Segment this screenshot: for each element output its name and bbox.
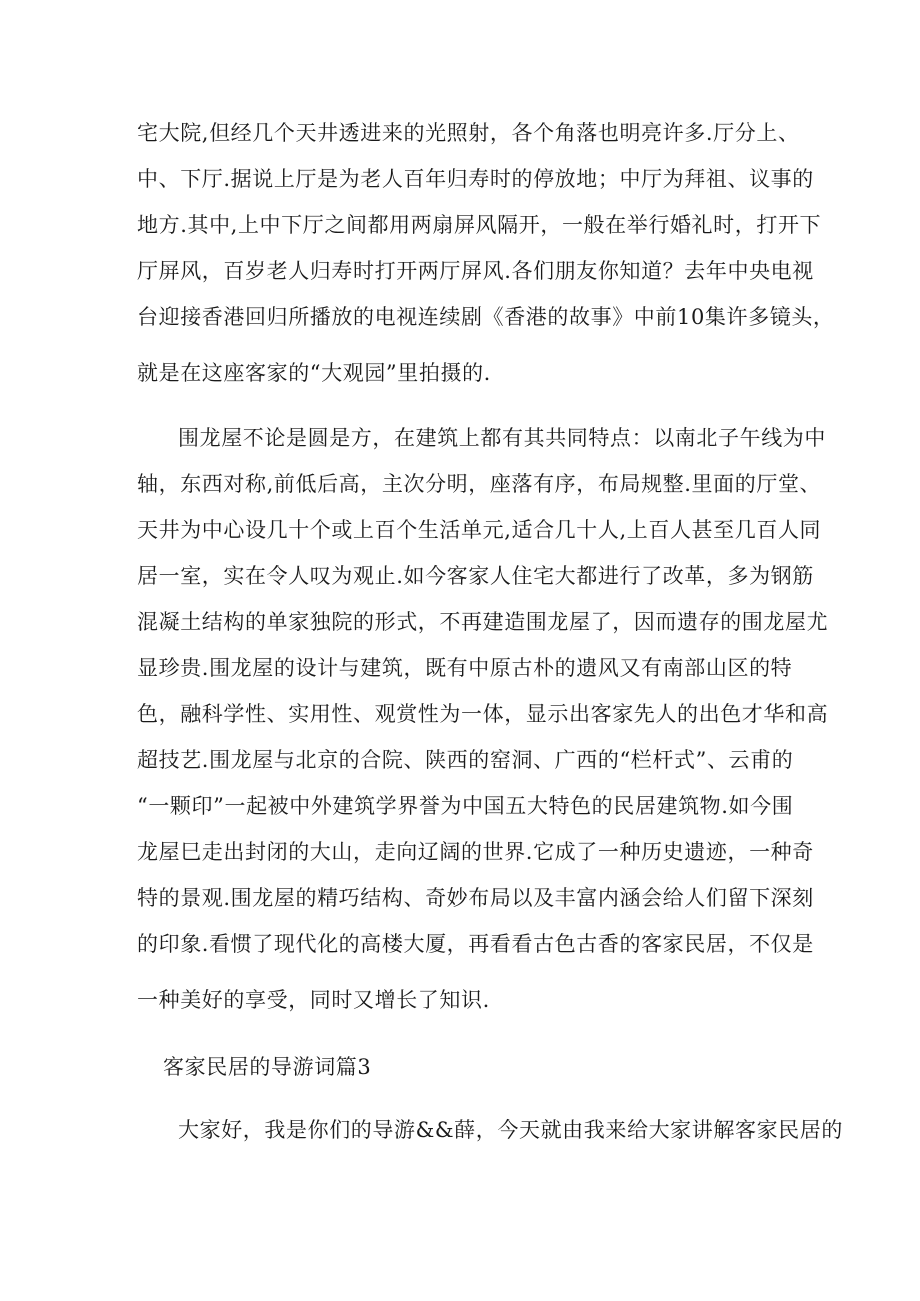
text-line: 宅大院,但经几个天井透进来的光照射，各个角落也明亮许多.厅分上、 <box>137 121 800 145</box>
text-line: 厅屏风，百岁老人归寿时打开两厅屏风.各们朋友你知道？去年中央电视 <box>137 259 814 283</box>
text-line: 一种美好的享受，同时又增长了知识. <box>137 988 490 1012</box>
text-line: 混凝土结构的单家独院的形式，不再建造围龙屋了，因而遗存的围龙屋尤 <box>137 610 829 634</box>
text-line: 色，融科学性、实用性、观赏性为一体，显示出客家先人的出色才华和高 <box>137 702 829 726</box>
section-heading: 客家民居的导游词篇3 <box>163 1055 372 1079</box>
text-line: 就是在这座客家的“大观园”里拍摄的. <box>137 361 491 385</box>
text-line: 特的景观.围龙屋的精巧结构、奇妙布局以及丰富内涵会给人们留下深刻 <box>137 886 814 910</box>
text-line: “一颗印”一起被中外建筑学界誉为中国五大特色的民居建筑物.如今围 <box>137 794 794 818</box>
text-line: 大家好，我是你们的导游&&薛，今天就由我来给大家讲解客家民居的 <box>178 1118 843 1142</box>
text-line: 围龙屋不论是圆是方，在建筑上都有其共同特点：以南北子午线为中 <box>178 426 826 450</box>
text-line: 龙屋巳走出封闭的大山，走向辽阔的世界.它成了一种历史遗迹，一种奇 <box>137 840 814 864</box>
text-line: 台迎接香港回归所播放的电视连续剧《香港的故事》中前10集许多镜头， <box>137 305 835 329</box>
text-line: 轴，东西对称,前低后高，主次分明，座落有序，布局规整.里面的厅堂、 <box>137 472 822 496</box>
text-line: 的印象.看惯了现代化的高楼大厦，再看看古色古香的客家民居，不仅是 <box>137 932 814 956</box>
text-line: 超技艺.围龙屋与北京的合院、陕西的窑洞、广西的“栏杆式”、云甫的 <box>137 748 794 772</box>
text-line: 地方.其中,上中下厅之间都用两扇屏风隔开，一般在举行婚礼时，打开下 <box>137 213 822 237</box>
text-line: 显珍贵.围龙屋的设计与建筑，既有中原古朴的遗风又有南部山区的特 <box>137 656 793 680</box>
text-line: 居一室，实在令人叹为观止.如今客家人住宅大都进行了改革，多为钢筋 <box>137 564 814 588</box>
text-line: 天井为中心设几十个或上百个生活单元,适合几十人,上百人甚至几百人同 <box>137 518 822 542</box>
text-line: 中、下厅.据说上厅是为老人百年归寿时的停放地；中厅为拜祖、议事的 <box>137 167 814 191</box>
